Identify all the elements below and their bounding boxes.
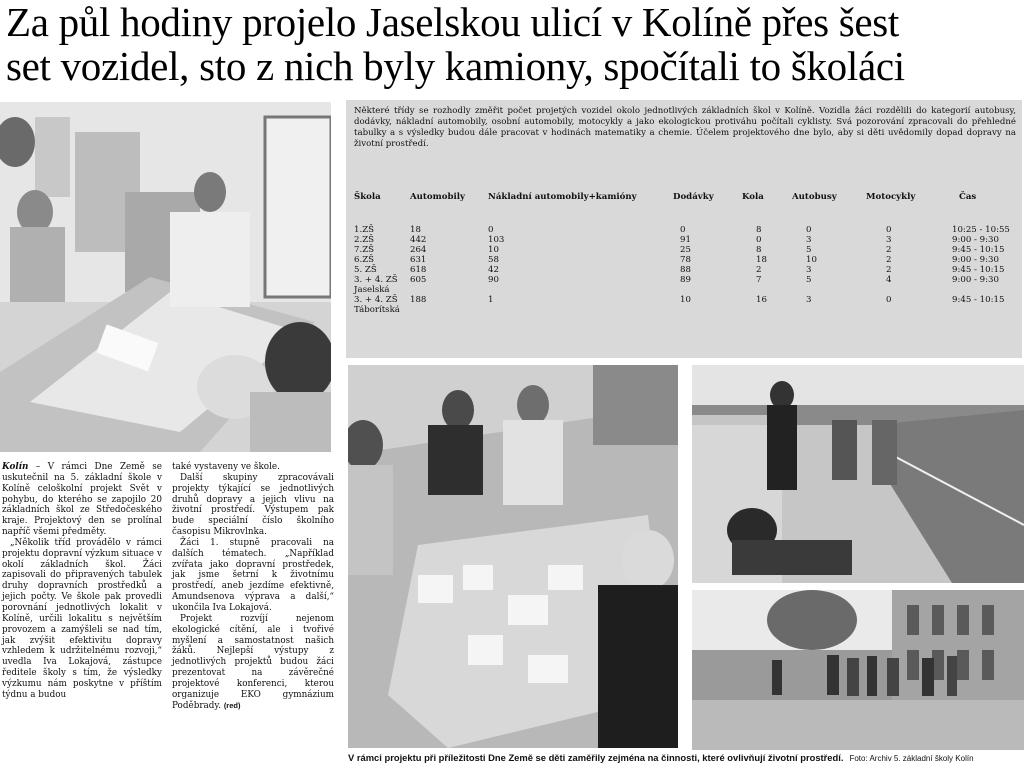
table-cell-school: 3. + 4. ZŠ: [354, 275, 398, 285]
table-cell-school: 6.ZŠ: [354, 255, 375, 265]
photo-credit: Foto: Archiv 5. základní školy Kolín: [849, 754, 974, 763]
table-cell: 25: [680, 245, 691, 255]
table-cell: 3: [806, 265, 812, 275]
table-cell: 631: [410, 255, 427, 265]
table-header: Dodávky: [673, 192, 714, 202]
table-cell: 3: [886, 235, 892, 245]
table-cell: 10: [488, 245, 499, 255]
table-header: Nákladní automobily+kamióny: [488, 192, 637, 202]
table-header: Motocykly: [866, 192, 916, 202]
table-cell: 2: [886, 265, 892, 275]
table-cell: 264: [410, 245, 427, 255]
headline-line-2: set vozidel, sto z nich byly kamiony, spočítali to školáci: [6, 43, 905, 89]
table-cell: 3: [806, 295, 812, 305]
article-paragraph: také vystaveny ve škole.: [172, 462, 280, 472]
table-cell: 0: [886, 225, 892, 235]
photo-caption: [348, 752, 1022, 763]
table-cell: 2: [886, 245, 892, 255]
table-cell: 0: [756, 235, 762, 245]
table-header: Automobily: [410, 192, 465, 202]
table-cell: 1: [488, 295, 494, 305]
table-cell: 0: [680, 225, 686, 235]
table-cell: 5: [806, 275, 812, 285]
headline-line-1: Za půl hodiny projelo Jaselskou ulicí v Kolíně přes šest: [6, 0, 900, 45]
table-cell: 103: [488, 235, 505, 245]
article-column-2: [172, 462, 334, 711]
intro-text: Některé třídy se rozhodly změřit počet projetých vozidel okolo jednotlivých základních škol v Kolíně. Vozidla žáci rozdělili do kategorií autobusy, dodávky, nákladní automobily, osobní automobily, motocykly a jako ekologickou protiváhu počítali cyklisty. Svá pozorování zpracovali do přehledné tabulky a s výsledky budou dále pracovat v hodinách matematiky a chemie. Účelem projektového dne bylo, aby si děti uvědomily dopad dopravy na životní prostředí.: [354, 106, 1016, 149]
table-cell: 5: [806, 245, 812, 255]
table-cell: 88: [680, 265, 691, 275]
table-cell: 89: [680, 275, 691, 285]
table-cell: 42: [488, 265, 499, 275]
table-cell: 188: [410, 295, 427, 305]
table-cell: 78: [680, 255, 691, 265]
article-paragraph: Projekt rozvíjí nejenom ekologické cítění, ale i tvořivé myšlení a samostatnost našich žáků. Nejlepší výstupy z jednotlivých projektů budou žáci prezentovat na závěrečné projektové konferenci, kterou organizuje EKO gymnázium Poděbrady. (red): [172, 613, 334, 711]
headline: [6, 0, 1016, 88]
table-cell: 9:45 - 10:15: [952, 245, 1005, 255]
table-cell: 18: [756, 255, 767, 265]
table-header: Kola: [742, 192, 764, 202]
article-paragraph: Kolín – V rámci Dne Země se uskutečnil na 5. základní škole v Kolíně celoškolní projekt Svět v pohybu, do kterého se zapojilo 20 základních škol ze Středočeského kraje. Projektový den se prolínal napříč všemi předměty.: [2, 462, 162, 538]
table-cell: 7: [756, 275, 762, 285]
table-cell: 9:00 - 9:30: [952, 255, 999, 265]
table-header: Čas: [959, 192, 977, 202]
table-cell: 8: [756, 245, 762, 255]
table-cell: 3: [806, 235, 812, 245]
photo-children-floor: [348, 365, 678, 748]
photo-classroom: [0, 102, 331, 452]
table-cell: 442: [410, 235, 427, 245]
table-cell-school: 7.ZŠ: [354, 245, 375, 255]
photo-school-building: [692, 590, 1024, 750]
table-cell-school: Jaselská: [354, 285, 390, 295]
table-cell: 90: [488, 275, 499, 285]
article-paragraph: Žáci 1. stupně pracovali na dalších tématech. „Například zvířata jako dopravní prostředek, jak jsme šetrní k životnímu prostředí, aneb jezdíme efektivně, Amundsenova výprava a další,“ ukončila Iva Lokajová.: [172, 537, 334, 613]
table-cell: 58: [488, 255, 499, 265]
table-cell: 8: [756, 225, 762, 235]
table-cell: 18: [410, 225, 421, 235]
table-cell-school: 2.ZŠ: [354, 235, 375, 245]
table-cell: 9:45 - 10:15: [952, 265, 1005, 275]
table-cell: 91: [680, 235, 691, 245]
table-cell: 9:00 - 9:30: [952, 235, 999, 245]
table-cell: 0: [488, 225, 494, 235]
table-cell-school: 5. ZŠ: [354, 265, 377, 275]
table-cell: 0: [806, 225, 812, 235]
table-cell: 0: [886, 295, 892, 305]
table-cell-school: 3. + 4. ZŠ: [354, 295, 398, 305]
table-cell: 2: [756, 265, 762, 275]
article-paragraph: Další skupiny zpracovávali projekty týkající se jednotlivých druhů dopravy a jejich vlivu na životní prostředí. Výstupem pak bude speciální číslo školního časopisu Mikrovlnka.: [172, 472, 334, 538]
table-cell: 10: [680, 295, 691, 305]
table-cell-school: Táborítská: [354, 305, 400, 315]
table-cell: 10:25 - 10:55: [952, 225, 1010, 235]
table-cell: 4: [886, 275, 892, 285]
table-cell: 16: [756, 295, 767, 305]
table-cell: 9:45 - 10:15: [952, 295, 1005, 305]
table-cell: 618: [410, 265, 427, 275]
dateline: Kolín: [2, 462, 29, 472]
caption-text: V rámci projektu při příležitosti Dne Země se děti zaměřily zejména na činnosti, které ovlivňují životní prostředí.: [348, 752, 844, 763]
table-header: Autobusy: [792, 192, 837, 202]
signature: (red): [223, 700, 241, 710]
table-cell-school: 1.ZŠ: [354, 225, 375, 235]
table-cell: 2: [886, 255, 892, 265]
intro-box: [346, 100, 1022, 358]
table-cell: 9:00 - 9:30: [952, 275, 999, 285]
table-cell: 10: [806, 255, 817, 265]
article-column-1: [2, 462, 162, 701]
article-paragraph: „Několik tříd provádělo v rámci projektu dopravní výzkum situace v okolí základních škol. Žáci zapisovali do připravených tabulek druhy dopravních prostředků a jejich počty. Ve škole pak provedli porovnání jednotlivých lokalit v Kolíně, určili lokalitu s největším provozem a zamýšleli se nad tím, jak zvýšit efektivitu dopravy vzhledem k udržitelnému rozvoji,“ uvedla Iva Lokajová, zástupce ředitele školy s tím, že výsledky výzkumu nám poskytne v příštím týdnu a budou: [2, 537, 162, 700]
table-header: Škola: [354, 192, 381, 202]
photo-street: [692, 365, 1024, 583]
table-cell: 605: [410, 275, 427, 285]
